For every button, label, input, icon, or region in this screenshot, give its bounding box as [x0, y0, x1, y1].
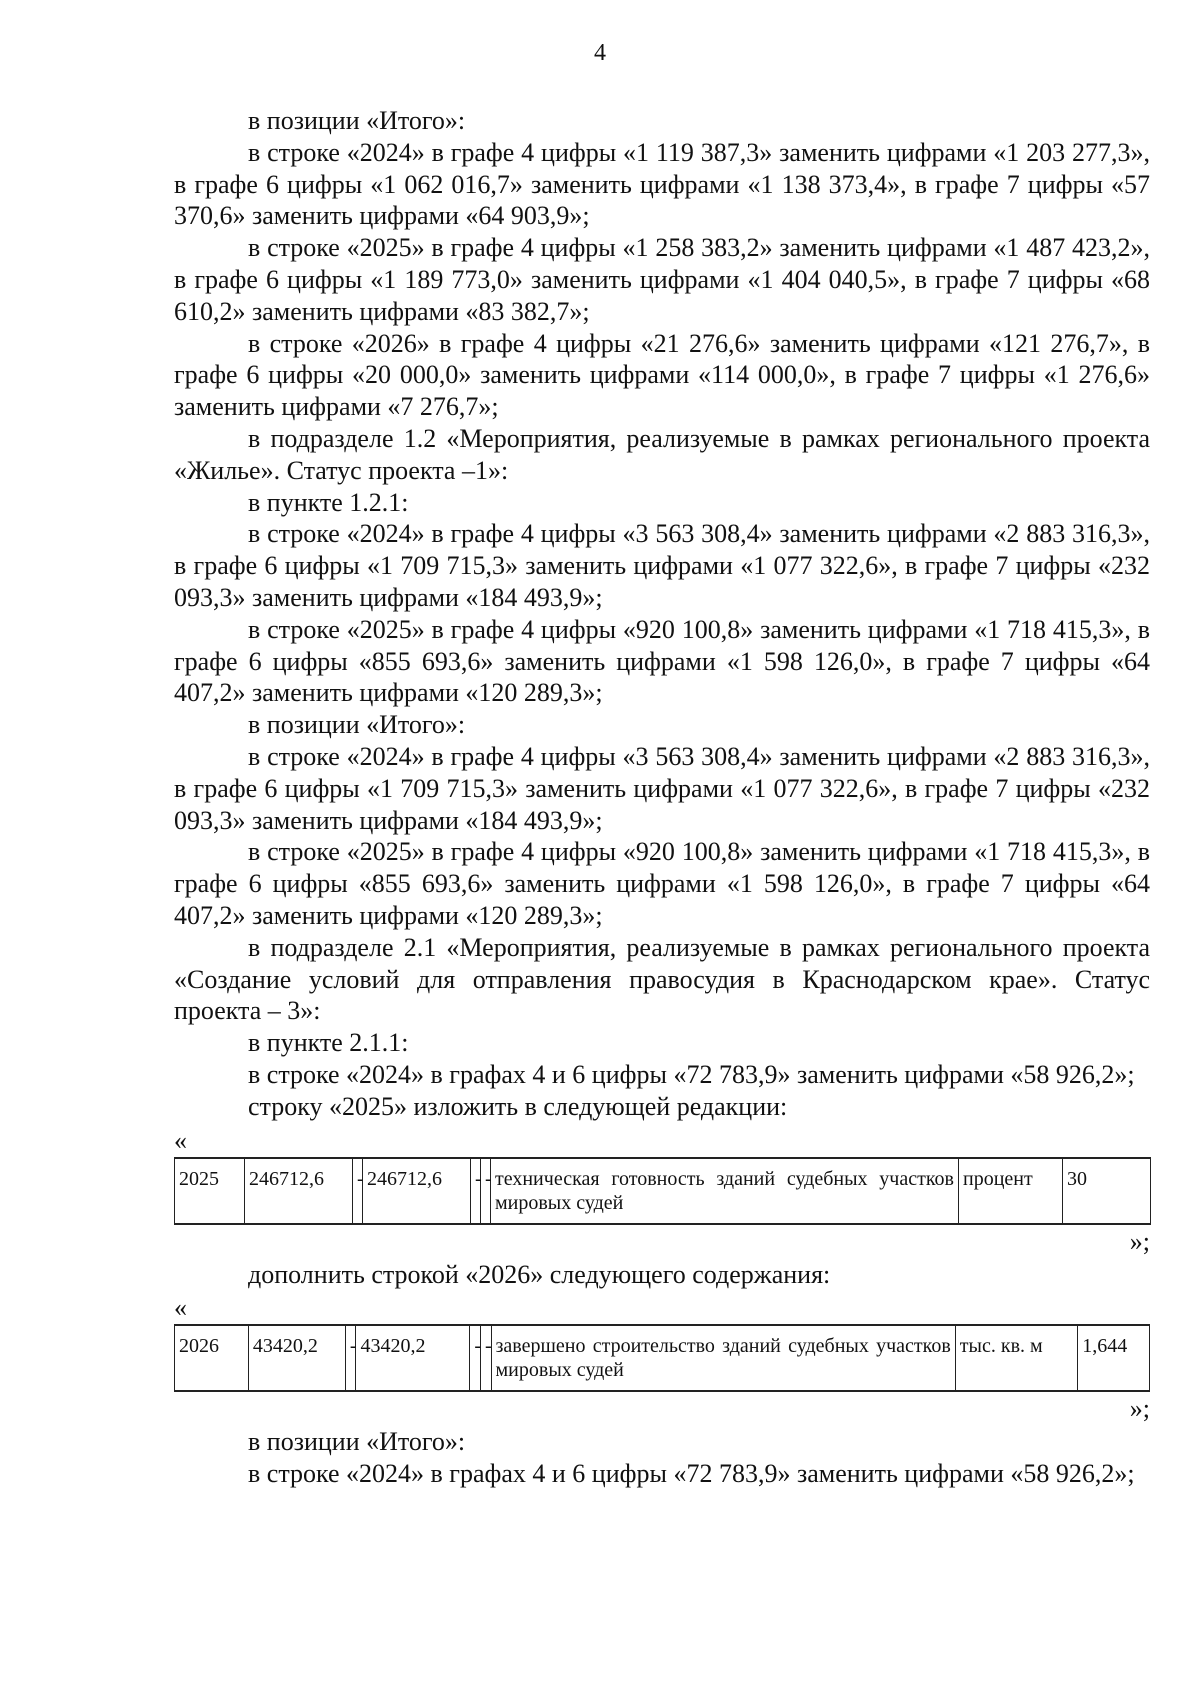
paragraph: в пункте 1.2.1: — [248, 487, 409, 517]
table-cell-other: - — [481, 1158, 491, 1224]
table-cell-unit: тыс. кв. м — [955, 1325, 1077, 1391]
paragraph: в строке «2024» в графе 4 цифры «3 563 308,4» заменить цифрами «2 883 316,3», в графе 6 цифры «1 709 715,3» заменить цифрами «1 077 322,6», в графе 7 цифры «232 093,3» заменить цифрами «184 493,9»; — [174, 741, 1150, 835]
table-cell-total: 43420,2 — [248, 1325, 345, 1391]
table-row — [175, 1325, 1150, 1391]
opening-quote: « — [174, 1293, 187, 1323]
table-cell-federal: - — [345, 1325, 356, 1391]
table-cell-regional: 43420,2 — [356, 1325, 470, 1391]
table-2026-wrapper — [174, 1324, 1150, 1392]
paragraph: в подразделе 1.2 «Мероприятия, реализуемые в рамках регионального проекта «Жилье». Статус проекта –1»: — [174, 423, 1150, 485]
table-cell-description: техническая готовность зданий судебных участков мировых судей — [491, 1158, 959, 1224]
table-cell-value: 30 — [1063, 1158, 1151, 1224]
closing-quote: »; — [1129, 1394, 1150, 1424]
paragraph: в позиции «Итого»: — [248, 710, 466, 740]
table-2025 — [174, 1157, 1151, 1225]
paragraph: в строке «2024» в графах 4 и 6 цифры «72 783,9» заменить цифрами «58 926,2»; — [248, 1059, 1135, 1089]
paragraph: в позиции «Итого»: — [248, 106, 466, 135]
table-2026 — [174, 1324, 1150, 1392]
table-cell-regional: 246712,6 — [363, 1158, 471, 1224]
table-cell-value: 1,644 — [1078, 1325, 1150, 1391]
paragraph: в подразделе 2.1 «Мероприятия, реализуемые в рамках регионального проекта «Создание условий для отправления правосудия в Краснодарском крае». Статус проекта – 3»: — [174, 932, 1150, 1026]
paragraph: в пункте 2.1.1: — [248, 1028, 409, 1058]
table-cell-unit: процент — [959, 1158, 1063, 1224]
paragraph: строку «2025» изложить в следующей редакции: — [248, 1091, 788, 1121]
paragraph: в строке «2024» в графах 4 и 6 цифры «72 783,9» заменить цифрами «58 926,2»; — [248, 1459, 1135, 1489]
document-body — [174, 105, 1150, 1490]
paragraph: в строке «2026» в графе 4 цифры «21 276,6» заменить цифрами «121 276,7», в графе 6 цифры «20 000,0» заменить цифрами «114 000,0», в графе 7 цифры «1 276,6» заменить цифрами «7 276,7»; — [174, 328, 1150, 422]
table-cell-year: 2026 — [175, 1325, 249, 1391]
table-row — [175, 1158, 1151, 1224]
paragraph: в позиции «Итого»: — [248, 1427, 466, 1457]
paragraph: в строке «2025» в графе 4 цифры «1 258 383,2» заменить цифрами «1 487 423,2», в графе 6 цифры «1 189 773,0» заменить цифрами «1 404 040,5», в графе 7 цифры «68 610,2» заменить цифрами «83 382,7»; — [174, 233, 1150, 326]
paragraph: в строке «2025» в графе 4 цифры «920 100,8» заменить цифрами «1 718 415,3», в графе 6 цифры «855 693,6» заменить цифрами «1 598 126,0», в графе 7 цифры «64 407,2» заменить цифрами «120 289,3»; — [174, 614, 1150, 708]
opening-quote: « — [174, 1125, 187, 1155]
closing-quote: »; — [1129, 1226, 1150, 1256]
table-cell-federal: - — [353, 1158, 363, 1224]
page-number: 4 — [594, 40, 606, 66]
table-cell-other: - — [480, 1325, 491, 1391]
paragraph: дополнить строкой «2026» следующего содержания: — [248, 1259, 831, 1289]
table-cell-local: - — [470, 1325, 481, 1391]
paragraph: в строке «2024» в графе 4 цифры «3 563 308,4» заменить цифрами «2 883 316,3», в графе 6 цифры «1 709 715,3» заменить цифрами «1 077 322,6», в графе 7 цифры «232 093,3» заменить цифрами «184 493,9»; — [174, 519, 1150, 612]
table-cell-year: 2025 — [175, 1158, 245, 1224]
table-cell-total: 246712,6 — [245, 1158, 353, 1224]
paragraph: в строке «2025» в графе 4 цифры «920 100,8» заменить цифрами «1 718 415,3», в графе 6 цифры «855 693,6» заменить цифрами «1 598 126,0», в графе 7 цифры «64 407,2» заменить цифрами «120 289,3»; — [174, 837, 1150, 930]
table-cell-description: завершено строительство зданий судебных участков мировых судей — [491, 1325, 955, 1391]
table-2025-wrapper — [174, 1157, 1150, 1225]
table-cell-local: - — [471, 1158, 481, 1224]
paragraph: в строке «2024» в графе 4 цифры «1 119 387,3» заменить цифрами «1 203 277,3», в графе 6 цифры «1 062 016,7» заменить цифрами «1 138 373,4», в графе 7 цифры «57 370,6» заменить цифрами «64 903,9»; — [174, 137, 1150, 231]
